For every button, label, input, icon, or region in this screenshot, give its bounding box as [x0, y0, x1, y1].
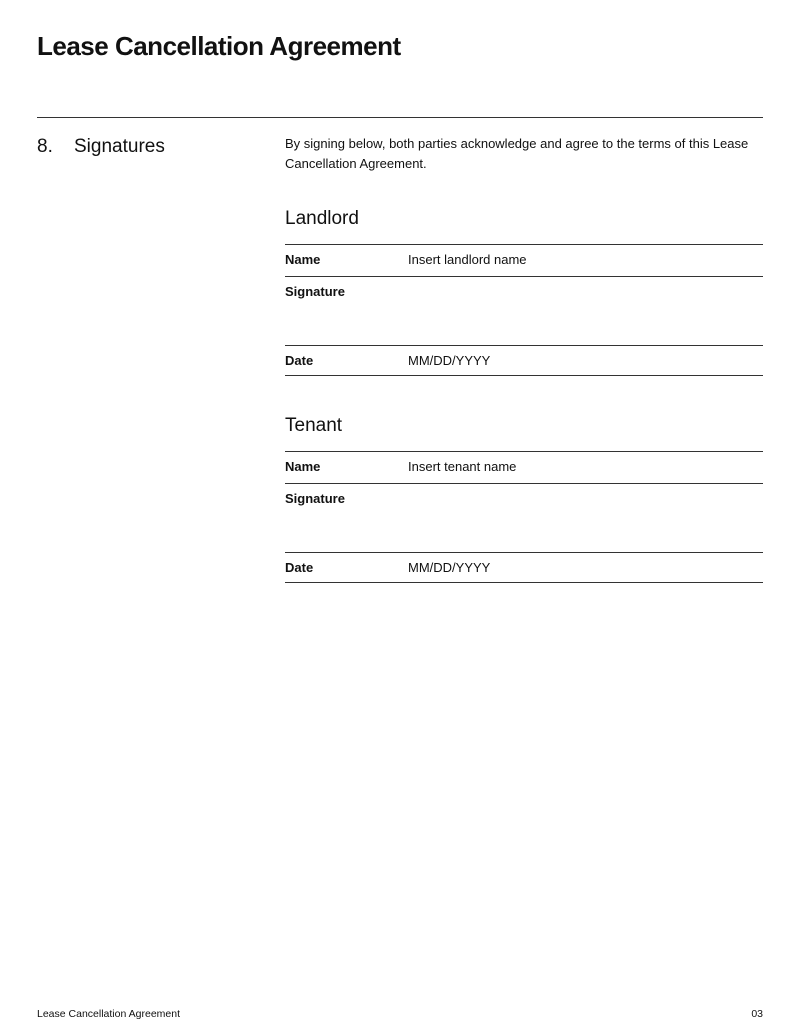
tenant-rule-date [285, 582, 763, 583]
footer-document-name: Lease Cancellation Agreement [37, 1008, 181, 1020]
section-number: 8. [37, 136, 53, 157]
landlord-rule-top [285, 244, 763, 245]
tenant-signature-field[interactable] [285, 484, 763, 552]
landlord-name-label: Name [285, 252, 321, 267]
landlord-date-label: Date [285, 353, 314, 368]
document-title: Lease Cancellation Agreement [37, 31, 401, 61]
section-intro: By signing below, both parties acknowledge and agree to the terms of this Lease Cancellation Agreement. [285, 136, 749, 171]
tenant-name-label: Name [285, 459, 321, 474]
tenant-signature-label: Signature [285, 491, 345, 506]
landlord-rule-signature [285, 345, 763, 346]
landlord-rule-date [285, 375, 763, 376]
page-number: 03 [751, 1008, 763, 1020]
landlord-date-field[interactable]: MM/DD/YYYY [408, 353, 491, 368]
landlord-name-field[interactable]: Insert landlord name [408, 252, 527, 267]
landlord-signature-label: Signature [285, 284, 345, 299]
landlord-signature-field[interactable] [285, 277, 763, 345]
tenant-date-field[interactable]: MM/DD/YYYY [408, 560, 491, 575]
tenant-date-label: Date [285, 560, 314, 575]
tenant-rule-signature [285, 552, 763, 553]
tenant-rule-top [285, 451, 763, 452]
section-title: Signatures [74, 136, 165, 157]
title-divider [37, 117, 763, 118]
landlord-heading: Landlord [285, 208, 359, 229]
tenant-name-field[interactable]: Insert tenant name [408, 459, 517, 474]
tenant-heading: Tenant [285, 415, 343, 436]
